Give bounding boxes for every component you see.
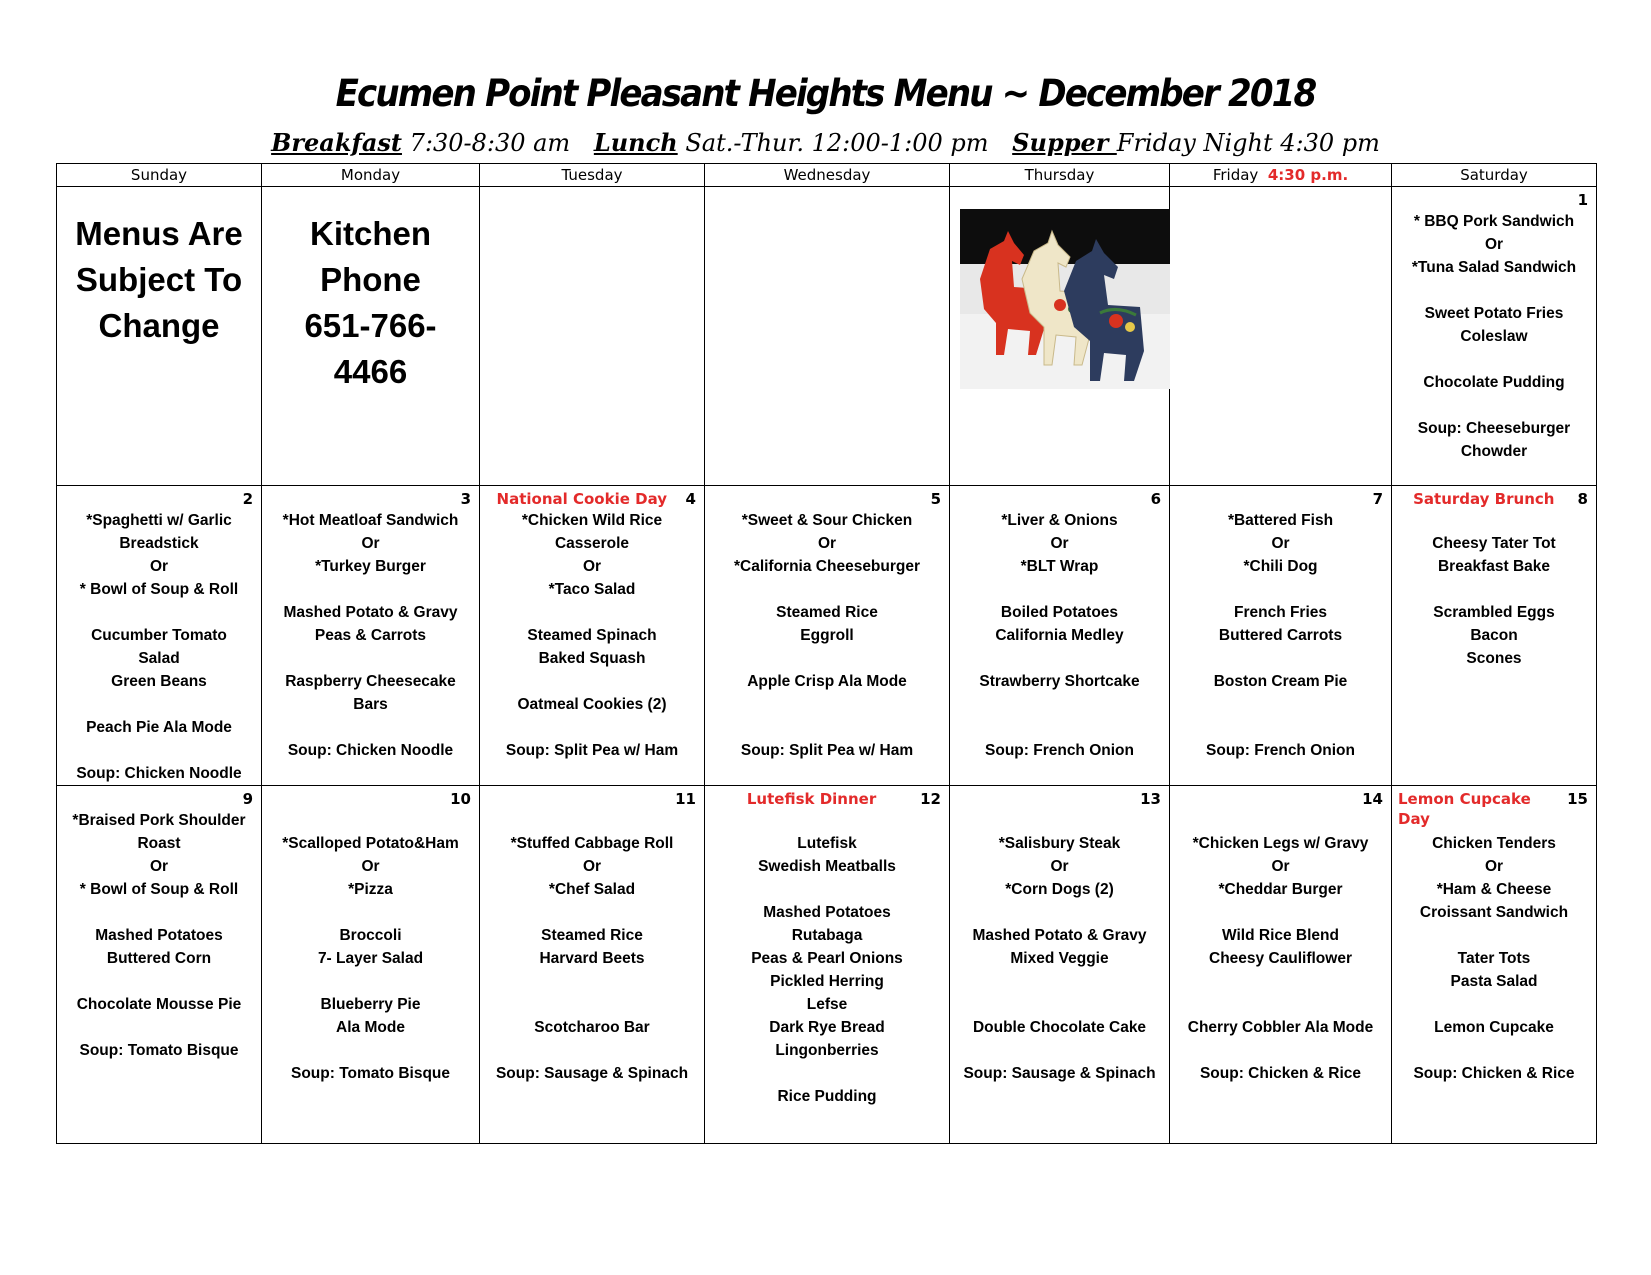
menu-item: Tater Tots xyxy=(1457,950,1531,967)
menu-item xyxy=(57,901,261,924)
menu-item: Cheesy Cauliflower xyxy=(1209,950,1352,967)
menu-item: Steamed Rice xyxy=(541,927,643,944)
day-cell-dec-10 xyxy=(262,786,480,1144)
menu-item: Or xyxy=(361,535,380,552)
special-event-label: Saturday Brunch xyxy=(1413,490,1555,508)
menu-item xyxy=(705,878,949,901)
menu-item: Broccoli xyxy=(339,927,402,944)
menu-item xyxy=(1170,1039,1391,1062)
header-friday-label: Friday xyxy=(1212,166,1259,184)
menu-item: Lingonberries xyxy=(775,1042,879,1059)
menu-item: Bacon xyxy=(1470,627,1518,644)
day-cell-dec-3 xyxy=(262,486,480,786)
menu-item: *Cheddar Burger xyxy=(1218,881,1343,898)
day-cell-dec-4 xyxy=(480,486,705,786)
menu-item: Peas & Carrots xyxy=(314,627,427,644)
menu-item xyxy=(262,809,479,832)
page-title: Ecumen Point Pleasant Heights Menu ~ December 2018 xyxy=(335,72,1316,115)
menu-item xyxy=(950,578,1169,601)
menu-item: *California Cheeseburger xyxy=(733,558,921,575)
menu-item xyxy=(480,970,704,993)
phone-line: Phone xyxy=(320,261,421,298)
menu-item xyxy=(1392,578,1596,601)
day-number: 11 xyxy=(675,790,696,808)
menu-item: Rice Pudding xyxy=(777,1088,877,1105)
menu-item: Breadstick xyxy=(119,535,199,552)
notice-line: Change xyxy=(98,307,220,344)
menu-item: French Fries xyxy=(1233,604,1328,621)
menu-item: *Braised Pork Shoulder xyxy=(72,812,246,829)
menu-item: Soup: Cheeseburger xyxy=(1417,420,1571,437)
meal-hours xyxy=(0,128,1651,157)
header-monday: Monday xyxy=(262,164,480,187)
phone-line: 4466 xyxy=(333,353,408,390)
menu-item: Breakfast Bake xyxy=(1437,558,1550,575)
weekday-header-row xyxy=(57,164,1597,187)
menu-item xyxy=(1392,924,1596,947)
menu-item: Cherry Cobbler Ala Mode xyxy=(1187,1019,1374,1036)
menu-item: *Chicken Wild Rice xyxy=(521,512,663,529)
menu-item xyxy=(480,809,704,832)
week-row-3 xyxy=(57,786,1597,1144)
friday-supper-time: 4:30 p.m. xyxy=(1267,166,1349,184)
menu-item: Or xyxy=(1271,535,1290,552)
special-event-label: National Cookie Day xyxy=(496,490,668,508)
menu-item: Mashed Potato & Gravy xyxy=(283,604,458,621)
day-number: 15 xyxy=(1567,790,1588,808)
menu-item: Apple Crisp Ala Mode xyxy=(747,673,907,690)
notice-line: Menus Are xyxy=(75,215,243,252)
menu-item: Soup: French Onion xyxy=(1206,742,1355,759)
menu-item xyxy=(57,970,261,993)
menu-item: Soup: Chicken Noodle xyxy=(287,742,454,759)
menu-item: Cucumber Tomato xyxy=(91,627,227,644)
menu-item xyxy=(262,901,479,924)
menu-item: Or xyxy=(582,858,602,875)
menu-item xyxy=(1170,693,1391,716)
menu-item xyxy=(705,578,949,601)
menu-item: *Battered Fish xyxy=(1227,512,1334,529)
menu-item: *Ham & Cheese xyxy=(1436,881,1552,898)
menu-item: *Chef Salad xyxy=(548,881,636,898)
lunch-label: Lunch xyxy=(593,128,678,157)
menu-item: Scrambled Eggs xyxy=(1433,604,1555,621)
menu-item xyxy=(950,809,1169,832)
menu-item xyxy=(480,901,704,924)
menu-item: Mashed Potato & Gravy xyxy=(972,927,1147,944)
menu-item xyxy=(1170,809,1391,832)
menu-item: Chowder xyxy=(1460,443,1528,460)
menu-item: Strawberry Shortcake xyxy=(979,673,1140,690)
menu-item: Scotcharoo Bar xyxy=(534,1019,650,1036)
menu-item: Scones xyxy=(1466,650,1522,667)
day-number: 9 xyxy=(242,790,253,808)
menu-items xyxy=(950,509,1169,762)
menu-item: * Bowl of Soup & Roll xyxy=(79,581,239,598)
day-cell-dec-12 xyxy=(705,786,950,1144)
menu-items xyxy=(57,509,261,785)
menu-item xyxy=(480,993,704,1016)
menu-item: Mashed Potatoes xyxy=(95,927,223,944)
menu-item xyxy=(1170,716,1391,739)
menu-item: Lemon Cupcake xyxy=(1434,1019,1554,1036)
day-cell-dec-6 xyxy=(950,486,1170,786)
menu-item: Harvard Beets xyxy=(539,950,645,967)
menu-item xyxy=(1170,647,1391,670)
menu-item: Steamed Rice xyxy=(776,604,878,621)
day-number: 7 xyxy=(1372,490,1383,508)
menu-item: Buttered Corn xyxy=(106,950,212,967)
menu-item xyxy=(1170,970,1391,993)
header-friday xyxy=(1170,164,1392,187)
menu-item: Soup: French Onion xyxy=(985,742,1134,759)
special-event-label: Lutefisk Dinner xyxy=(746,790,877,808)
menu-item: * Bowl of Soup & Roll xyxy=(79,881,239,898)
menu-item xyxy=(480,716,704,739)
menu-item xyxy=(1170,993,1391,1016)
menu-items xyxy=(1392,809,1596,1085)
menu-item xyxy=(950,1039,1169,1062)
menu-item: *BLT Wrap xyxy=(1020,558,1099,575)
day-cell-dec-2 xyxy=(57,486,262,786)
menu-item xyxy=(262,578,479,601)
menu-item: *Tuna Salad Sandwich xyxy=(1411,259,1577,276)
special-event-label: Lemon Cupcake Day xyxy=(1398,790,1531,828)
day-number: 8 xyxy=(1577,490,1588,508)
menu-item: Chocolate Mousse Pie xyxy=(76,996,242,1013)
menu-item xyxy=(262,1039,479,1062)
menu-item xyxy=(57,739,261,762)
day-cell-monday-phone xyxy=(262,187,480,486)
menu-item: Or xyxy=(361,858,380,875)
menu-items xyxy=(1170,509,1391,762)
menu-item xyxy=(1392,993,1596,1016)
menu-item xyxy=(480,670,704,693)
menu-calendar xyxy=(56,163,1597,1144)
day-cell-dec-9 xyxy=(57,786,262,1144)
breakfast-label: Breakfast xyxy=(271,128,402,157)
menu-items xyxy=(480,509,704,762)
menu-item xyxy=(950,970,1169,993)
menu-item xyxy=(57,601,261,624)
menu-items xyxy=(480,809,704,1085)
menu-item: Casserole xyxy=(554,535,630,552)
menu-item: *Taco Salad xyxy=(548,581,636,598)
header-thursday: Thursday xyxy=(950,164,1170,187)
menu-item xyxy=(1392,394,1596,417)
menu-item: Roast xyxy=(137,835,181,852)
menu-items xyxy=(705,809,949,1108)
menu-item: Blueberry Pie xyxy=(320,996,421,1013)
menu-item: Or xyxy=(1050,535,1069,552)
menu-item xyxy=(480,1039,704,1062)
menu-item xyxy=(1170,901,1391,924)
menu-item: Croissant Sandwich xyxy=(1419,904,1569,921)
day-number: 12 xyxy=(920,790,941,808)
day-cell-empty xyxy=(1170,187,1392,486)
breakfast-time: 7:30-8:30 am xyxy=(401,129,571,157)
dala-horses-photo xyxy=(960,209,1170,389)
menu-item xyxy=(1392,348,1596,371)
menu-item xyxy=(1392,1039,1596,1062)
header-tuesday: Tuesday xyxy=(480,164,705,187)
day-number: 3 xyxy=(460,490,471,508)
menu-item: Buttered Carrots xyxy=(1218,627,1343,644)
menu-item: *Corn Dogs (2) xyxy=(1005,881,1114,898)
menu-item: Wild Rice Blend xyxy=(1222,927,1339,944)
menu-item: Chicken Tenders xyxy=(1432,835,1556,852)
menu-item: *Liver & Onions xyxy=(1001,512,1118,529)
phone-line: 651-766- xyxy=(304,307,437,344)
menu-item: Coleslaw xyxy=(1460,328,1528,345)
menu-item xyxy=(480,601,704,624)
menu-item: Salad xyxy=(138,650,180,667)
menu-item: *Turkey Burger xyxy=(315,558,426,575)
day-cell-dec-7 xyxy=(1170,486,1392,786)
day-cell-empty xyxy=(705,187,950,486)
menu-items xyxy=(262,809,479,1085)
menu-item xyxy=(950,993,1169,1016)
menu-item: Or xyxy=(1484,858,1504,875)
menu-item: Pickled Herring xyxy=(770,973,884,990)
notice-line: Subject To xyxy=(75,261,243,298)
menu-item: * BBQ Pork Sandwich xyxy=(1413,213,1575,230)
menu-item: *Stuffed Cabbage Roll xyxy=(510,835,674,852)
menu-item: *Hot Meatloaf Sandwich xyxy=(282,512,459,529)
menu-item: *Chili Dog xyxy=(1243,558,1318,575)
menu-item: Lefse xyxy=(806,996,848,1013)
menu-items xyxy=(57,809,261,1062)
day-cell-sunday-notice xyxy=(57,187,262,486)
menu-item: Steamed Spinach xyxy=(527,627,657,644)
menu-item: 7- Layer Salad xyxy=(317,950,424,967)
menu-item: Green Beans xyxy=(111,673,207,690)
menu-item: *Sweet & Sour Chicken xyxy=(741,512,913,529)
header-sunday: Sunday xyxy=(57,164,262,187)
menu-item: Sweet Potato Fries xyxy=(1424,305,1564,322)
menu-item: Soup: Tomato Bisque xyxy=(290,1065,450,1082)
day-number: 14 xyxy=(1362,790,1383,808)
menu-items xyxy=(705,509,949,762)
menu-items xyxy=(950,809,1169,1085)
menu-item xyxy=(705,809,949,832)
menu-item: Or xyxy=(817,535,837,552)
day-number: 4 xyxy=(685,490,696,508)
week-row-1 xyxy=(57,187,1597,486)
day-cell-dec-5 xyxy=(705,486,950,786)
menu-item: Double Chocolate Cake xyxy=(972,1019,1147,1036)
menu-items xyxy=(1392,509,1596,670)
menu-item xyxy=(262,970,479,993)
menu-item: Peas & Pearl Onions xyxy=(751,950,903,967)
menu-item xyxy=(1392,509,1596,532)
menu-item xyxy=(950,716,1169,739)
menu-item: Soup: Chicken & Rice xyxy=(1199,1065,1362,1082)
day-cell-dec-8 xyxy=(1392,486,1597,786)
phone-line: Kitchen xyxy=(309,215,431,252)
menu-items xyxy=(1170,809,1391,1085)
menu-item: Ala Mode xyxy=(336,1019,405,1036)
menu-item: *Scalloped Potato&Ham xyxy=(282,835,459,852)
menu-item: Soup: Chicken & Rice xyxy=(1413,1065,1575,1082)
menu-item: Bars xyxy=(353,696,388,713)
menu-item: Peach Pie Ala Mode xyxy=(86,719,232,736)
menu-item xyxy=(950,901,1169,924)
menu-item: Baked Squash xyxy=(538,650,646,667)
menu-item: Dark Rye Bread xyxy=(769,1019,885,1036)
menu-item: Mixed Veggie xyxy=(1010,950,1109,967)
menu-item: Eggroll xyxy=(800,627,854,644)
menu-item: Soup: Sausage & Spinach xyxy=(963,1065,1156,1082)
day-number: 6 xyxy=(1150,490,1161,508)
menu-item xyxy=(705,693,949,716)
day-cell-dec-15 xyxy=(1392,786,1597,1144)
menu-item xyxy=(57,693,261,716)
menu-item: Cheesy Tater Tot xyxy=(1432,535,1556,552)
day-cell-dec-11 xyxy=(480,786,705,1144)
day-cell-thursday-image xyxy=(950,187,1170,486)
menu-item: Soup: Tomato Bisque xyxy=(79,1042,239,1059)
menu-item xyxy=(705,716,949,739)
menu-item xyxy=(950,693,1169,716)
menu-item xyxy=(1170,578,1391,601)
day-cell-dec-14 xyxy=(1170,786,1392,1144)
menu-item: *Spaghetti w/ Garlic xyxy=(86,512,232,529)
menu-item xyxy=(262,647,479,670)
day-number: 13 xyxy=(1140,790,1161,808)
menu-item xyxy=(57,1016,261,1039)
menu-item: Chocolate Pudding xyxy=(1423,374,1565,391)
menu-item: *Chicken Legs w/ Gravy xyxy=(1192,835,1369,852)
menu-item: Soup: Chicken Noodle xyxy=(76,765,242,782)
notice-text xyxy=(57,187,261,349)
supper-label: Supper xyxy=(1012,128,1117,157)
menu-item: California Medley xyxy=(995,627,1124,644)
menu-item: Or xyxy=(149,558,169,575)
menu-item: Swedish Meatballs xyxy=(758,858,896,875)
menu-item: Or xyxy=(149,858,169,875)
menu-item xyxy=(950,647,1169,670)
menu-item xyxy=(1392,279,1596,302)
menu-item: Raspberry Cheesecake xyxy=(285,673,456,690)
day-number: 1 xyxy=(1577,191,1588,209)
menu-item: Boston Cream Pie xyxy=(1213,673,1348,690)
menu-item: Soup: Split Pea w/ Ham xyxy=(505,742,679,759)
menu-item: Mashed Potatoes xyxy=(763,904,891,921)
day-number: 5 xyxy=(930,490,941,508)
menu-items xyxy=(1392,210,1596,463)
menu-item: Oatmeal Cookies (2) xyxy=(517,696,667,713)
menu-item: Soup: Split Pea w/ Ham xyxy=(740,742,914,759)
menu-item: Boiled Potatoes xyxy=(1000,604,1119,621)
menu-item: Soup: Sausage & Spinach xyxy=(495,1065,689,1082)
supper-time: Friday Night 4:30 pm xyxy=(1116,129,1380,157)
day-cell-dec-1 xyxy=(1392,187,1597,486)
day-number: 10 xyxy=(450,790,471,808)
day-cell-empty xyxy=(480,187,705,486)
menu-items xyxy=(262,509,479,762)
menu-item: Or xyxy=(1484,236,1504,253)
menu-item: *Pizza xyxy=(348,881,393,898)
week-row-2 xyxy=(57,486,1597,786)
day-cell-dec-13 xyxy=(950,786,1170,1144)
menu-item xyxy=(705,647,949,670)
menu-item: Pasta Salad xyxy=(1450,973,1538,990)
menu-item: Rutabaga xyxy=(791,927,863,944)
lunch-time: Sat.-Thur. 12:00-1:00 pm xyxy=(677,129,989,157)
menu-item: *Salisbury Steak xyxy=(998,835,1121,852)
header-wednesday: Wednesday xyxy=(705,164,950,187)
menu-item: Lutefisk xyxy=(797,835,857,852)
menu-item: Or xyxy=(1050,858,1069,875)
kitchen-phone xyxy=(262,187,479,395)
menu-item xyxy=(705,1062,949,1085)
menu-item: Or xyxy=(1271,858,1290,875)
header-saturday: Saturday xyxy=(1392,164,1597,187)
menu-item xyxy=(262,716,479,739)
day-number: 2 xyxy=(242,490,253,508)
menu-item: Or xyxy=(582,558,602,575)
